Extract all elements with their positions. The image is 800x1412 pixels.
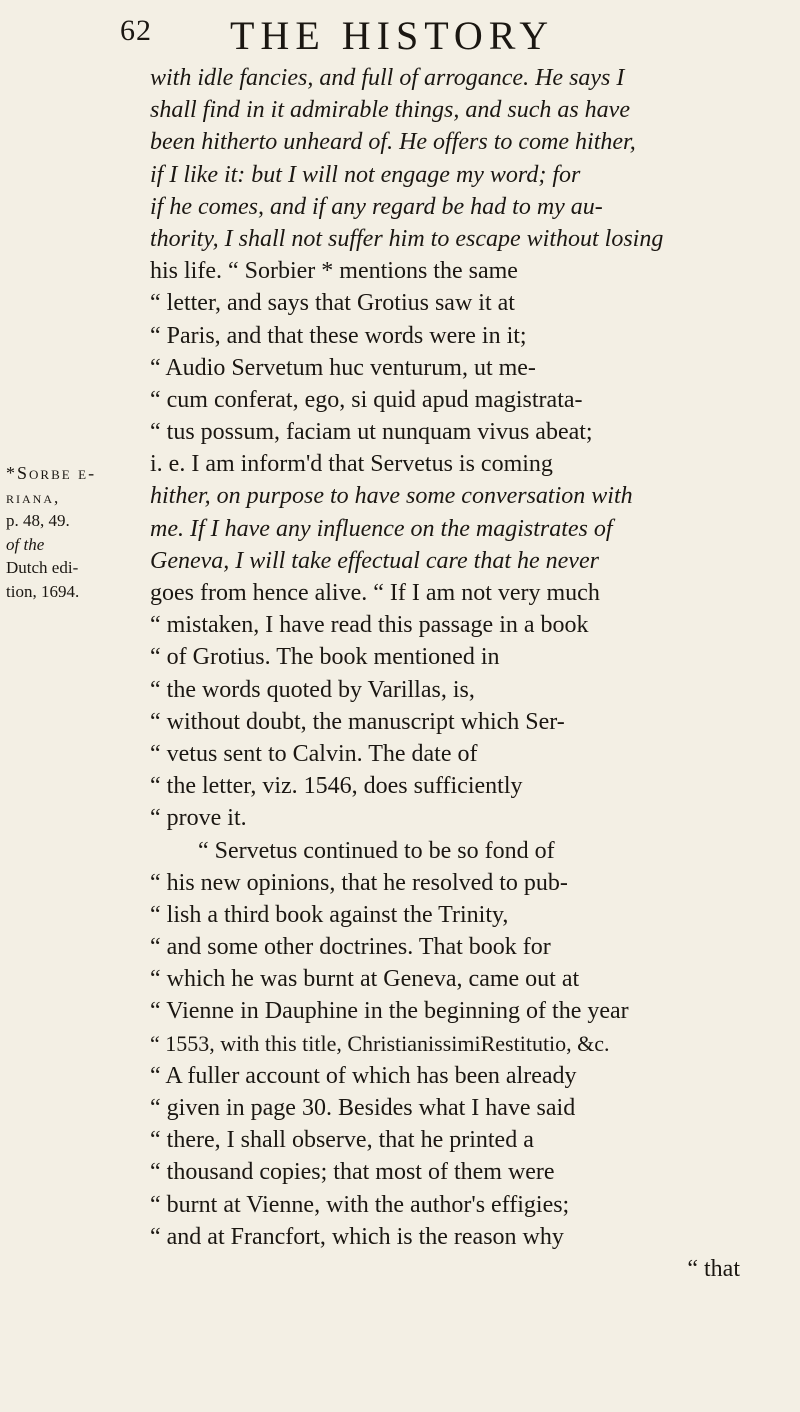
text-line: “ Audio Servetum huc venturum, ut me- — [150, 354, 536, 381]
text-line: “ his new opinions, that he resolved to pub- — [150, 869, 568, 896]
text-line: “ the letter, viz. 1546, does sufficiently — [150, 773, 523, 800]
text-line: if I like it: but I will not engage my word; for — [150, 161, 581, 188]
body-text — [150, 62, 740, 1285]
text-line: “ and some other doctrines. That book for — [150, 934, 551, 961]
text-line: “ thousand copies; that most of them were — [150, 1159, 555, 1186]
page-number: 62 — [120, 14, 152, 47]
text-line: “ vetus sent to Calvin. The date of — [150, 740, 478, 767]
text-line: “ without doubt, the manuscript which Ser- — [150, 708, 565, 735]
text-line: “ tus possum, faciam ut nunquam vivus abeat; — [150, 419, 593, 446]
text-line: “ and at Francfort, which is the reason why — [150, 1223, 564, 1250]
text-line: “ mistaken, I have read this passage in a book — [150, 612, 589, 639]
text-line: i. e. I am inform'd that Servetus is coming — [150, 451, 553, 478]
text-line: with idle fancies, and full of arrogance. He says I — [150, 65, 625, 91]
text-line: “ the words quoted by Varillas, is, — [150, 676, 475, 703]
text-line: thority, I shall not suffer him to escape without losing — [150, 225, 664, 252]
text-line: “ A fuller account of which has been already — [150, 1062, 577, 1089]
margin-note-line: Dutch edi- — [6, 558, 79, 577]
text-line: “ which he was burnt at Geneva, came out at — [150, 966, 580, 993]
text-line: “ Servetus continued to be so fond of — [198, 837, 555, 864]
text-line: “ given in page 30. Besides what I have said — [150, 1095, 576, 1121]
margin-note-line: *Sorbe e- — [6, 463, 97, 483]
running-head: THE HISTORY — [230, 13, 555, 58]
margin-note-line: of the — [6, 534, 45, 554]
text-line: goes from hence alive. “ If I am not very much — [150, 580, 600, 606]
margin-note-line: tion, 1694. — [6, 581, 80, 601]
text-line: his life. “ Sorbier * mentions the same — [150, 258, 518, 285]
text-line: “ burnt at Vienne, with the author's effigies; — [150, 1191, 570, 1218]
text-line: hither, on purpose to have some conversation with — [150, 483, 633, 510]
text-line: me. If I have any influence on the magistrates of — [150, 515, 613, 542]
text-line: “ there, I shall observe, that he printed a — [150, 1127, 534, 1154]
text-line: “ lish a third book against the Trinity, — [150, 901, 509, 928]
text-line: Geneva, I will take effectual care that he never — [150, 547, 599, 574]
text-line: “ of Grotius. The book mentioned in — [150, 644, 500, 671]
text-line: “ Paris, and that these words were in it; — [150, 322, 527, 349]
text-line: been hitherto unheard of. He offers to come hither, — [150, 129, 636, 156]
text-line: “ 1553, with this title, ChristianissimiRestitutio, &c. — [150, 1030, 610, 1056]
text-line: if he comes, and if any regard be had to my au- — [150, 193, 603, 220]
text-line: “ letter, and says that Grotius saw it at — [150, 290, 515, 317]
margin-note — [6, 462, 146, 603]
text-line: shall find in it admirable things, and such as have — [150, 97, 630, 124]
margin-note-line: riana, — [6, 487, 61, 507]
text-line: “ that — [687, 1255, 740, 1282]
text-line: “ cum conferat, ego, si quid apud magistrata- — [150, 386, 583, 413]
margin-note-line: p. 48, 49. — [6, 511, 70, 530]
text-line: “ Vienne in Dauphine in the beginning of the year — [150, 998, 629, 1025]
page-header — [120, 12, 740, 62]
text-line: “ prove it. — [150, 805, 247, 832]
